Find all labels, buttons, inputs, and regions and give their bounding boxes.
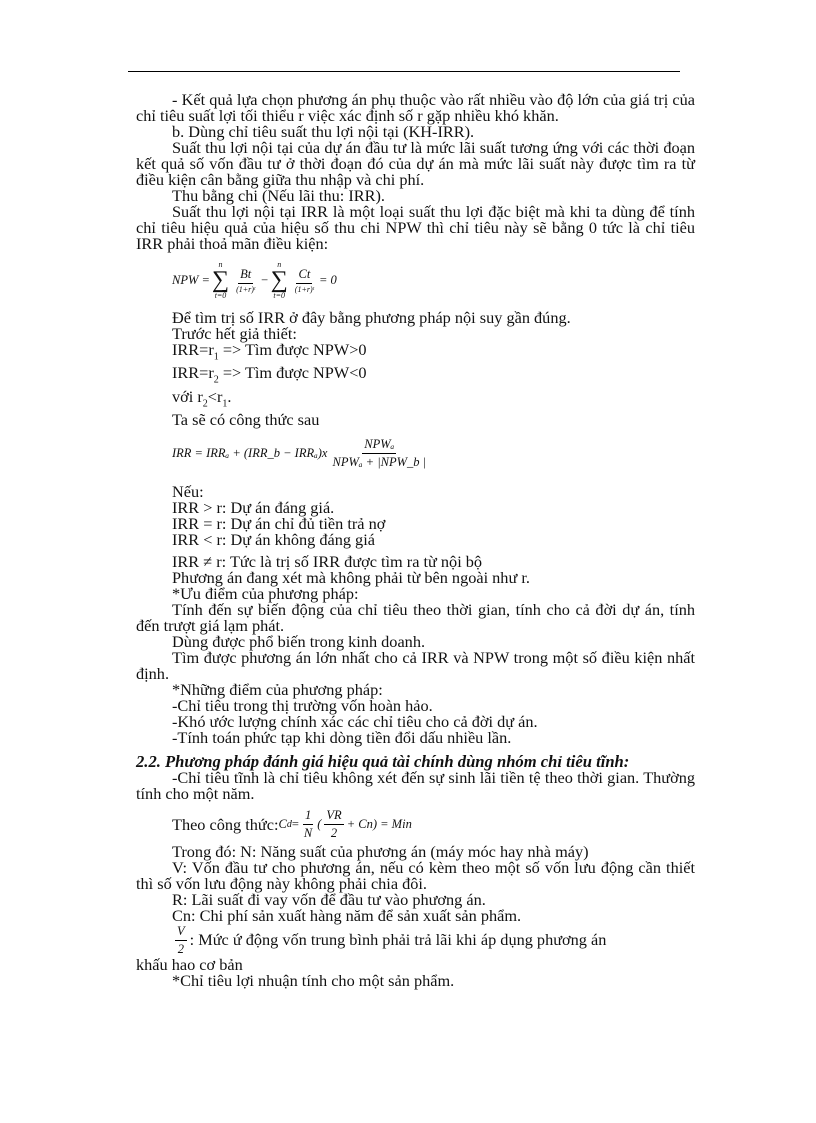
paragraph: với $r_2<r_1$. (172, 386, 232, 409)
header-rule (128, 71, 680, 72)
cd-fraction-vr-over-2: $\frac{VR}{2}$ (326, 808, 342, 841)
paragraph: -Tính toán phức tạp khi dòng tiền đổi dấu nhiều lần. (172, 727, 512, 747)
paragraph: V: Vốn đầu tư cho phương án, nếu có kèm theo một số vốn lưu động cần thiết thì số vốn lưu động này không phải chia đôi. (136, 857, 695, 893)
paragraph: *Ưu điểm của phương pháp: (172, 583, 359, 603)
npw-lhs: NPW = (172, 272, 210, 287)
paragraph: IRR > r: Dự án đáng giá. (172, 497, 335, 517)
sum-symbol: n ∑ t=0 (270, 260, 288, 300)
paragraph: b. Dùng chỉ tiêu suất thu lợi nội tại (KH-IRR). (172, 122, 475, 141)
npw-fraction-ct: $\frac{Ct}{\text{(1+r)ᵗ}}$ (294, 266, 314, 294)
paragraph: Tìm được phương án lớn nhất cho cả IRR và NPW trong một số điều kiện nhất định. (136, 647, 695, 683)
paragraph: khấu hao cơ bản (136, 954, 243, 974)
paragraph: -Khó ước lượng chính xác các chỉ tiêu cho cả đời dự án. (172, 711, 538, 731)
paragraph: *Chỉ tiêu lợi nhuận tính cho một sản phẩm. (172, 970, 455, 990)
paragraph: Tính đến sự biến động của chỉ tiêu theo thời gian, tính cho cả đời dự án, tính đến trượt giá lạm phát. (136, 599, 695, 635)
paragraph: Ta sẽ có công thức sau (172, 409, 320, 429)
cd-formula: C d = $\frac{1}{N}$ ( $\frac{VR}{2}$ + Cn) = Min (278, 808, 412, 841)
paragraph: IRR = r: Dự án chỉ đủ tiền trả nợ (172, 513, 386, 533)
npw-formula (172, 254, 695, 306)
irr-formula (172, 432, 695, 476)
paragraph: Suất thu lợi nội tại IRR là một loại suất thu lợi đặc biệt mà khi ta dùng để tính chỉ tiêu hiệu quả của hiệu số thu chi NPW thì chỉ tiêu này sẽ bằng 0 tức là chỉ tiêu IRR phải thoả mãn điều kiện: (136, 202, 695, 253)
cd-fraction-one-over-n: $\frac{1}{N}$ (303, 808, 313, 841)
paragraph: Để tìm trị số IRR ở đây bằng phương pháp nội suy gần đúng. (172, 308, 571, 327)
paragraph: - Kết quả lựa chọn phương án phụ thuộc vào rất nhiều vào độ lớn của giá trị của chỉ tiêu suất lợi tối thiểu r việc xác định số r gặp nhiều khó khăn. (136, 90, 695, 125)
sum-symbol: n ∑ t=0 (211, 260, 230, 300)
minus-sign: − (260, 272, 269, 287)
paragraph: Trong đó: N: Năng suất của phương án (máy móc hay nhà máy) (172, 841, 589, 861)
paragraph: : Mức ứ động vốn trung bình phải trả lãi khi áp dụng phương án (189, 930, 607, 950)
paragraph: Cn: Chi phí sản xuất hàng năm để sản xuất sản phẩm. (172, 905, 522, 925)
formula-intro: Theo công thức: (172, 814, 279, 834)
paragraph: $IRR=r_1$ => Tìm được NPW>0 (172, 340, 367, 363)
irr-lhs: IRR = IRRₐ + (IRR_b − IRRₐ)x (172, 446, 328, 461)
paragraph: -Chỉ tiêu tĩnh là chỉ tiêu không xét đến sự sinh lãi tiền tệ theo thời gian. Thường tính cho một năm. (136, 767, 695, 803)
paragraph: Nếu: (172, 481, 204, 501)
v2-line (136, 924, 695, 957)
paragraph: -Chỉ tiêu trong thị trường vốn hoàn hảo. (172, 695, 433, 715)
paragraph: Trước hết giả thiết: (172, 324, 297, 343)
cd-formula-line (136, 806, 695, 844)
paragraph: IRR < r: Dự án không đáng giá (172, 529, 375, 549)
paragraph: Thu bằng chi (Nếu lãi thu: IRR). (172, 186, 385, 205)
paragraph: Suất thu lợi nội tại của dự án đầu tư là mức lãi suất tương ứng với các thời đoạn kết quả số vốn đầu tư ở thời đoạn đó của dự án mà mức lãi suất này được tìm ra từ điều kiện cân bằng giữa thu nhập và chi phí. (136, 138, 695, 189)
paragraph: Dùng được phổ biến trong kinh doanh. (172, 631, 426, 651)
paragraph: $IRR=r_2$ => Tìm được NPW<0 (172, 363, 367, 386)
section-heading: 2.2. Phương pháp đánh giá hiệu quả tài chính dùng nhóm chỉ tiêu tĩnh: (136, 751, 630, 771)
paragraph: IRR ≠ r: Tức là trị số IRR được tìm ra từ nội bộ (172, 551, 483, 571)
irr-fraction: $\frac{\text{NPWₐ}}{\text{NPWₐ + |NPW\_b |}}$ (332, 437, 427, 470)
paragraph: Phương án đang xét mà không phải từ bên ngoài như r. (172, 567, 530, 587)
paragraph: *Những điểm của phương pháp: (172, 679, 383, 699)
paragraph: R: Lãi suất đi vay vốn để đầu tư vào phương án. (172, 889, 486, 909)
npw-rhs: = 0 (318, 272, 337, 287)
npw-fraction-bt: $\frac{Bt}{\text{(1+r)ᵗ}}$ (236, 266, 256, 294)
v-over-2-fraction: $\frac{V}{2}$ (177, 923, 185, 956)
document-page (136, 92, 695, 989)
